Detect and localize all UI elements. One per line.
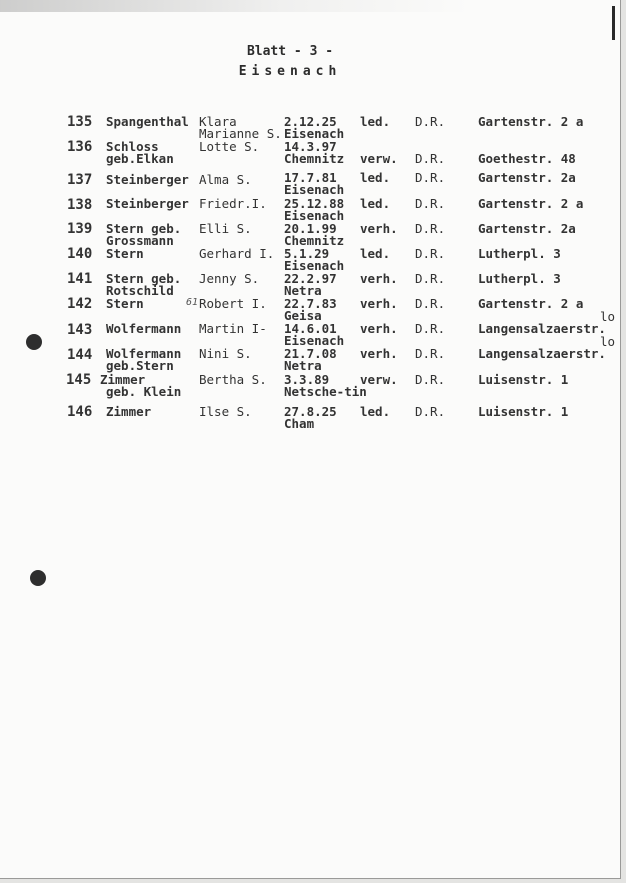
city-heading: Eisenach <box>238 64 342 79</box>
birth-place: Cham <box>284 416 315 431</box>
entry-number: 135 <box>67 114 93 130</box>
surname: Schloss <box>106 139 159 154</box>
first-name: Bertha S. <box>199 372 267 387</box>
first-name: Martin I- <box>199 321 267 336</box>
surname: Steinberger <box>106 172 189 187</box>
first-name: Marianne S. <box>199 126 282 141</box>
birth-place: Eisenach <box>284 333 345 348</box>
entry-number: 146 <box>67 404 93 420</box>
surname: Stern geb. <box>106 221 182 236</box>
address: Goethestr. 48 <box>478 151 576 166</box>
first-name: Alma S. <box>199 172 252 187</box>
surname: Spangenthal <box>106 114 189 129</box>
maiden-name: geb.Stern <box>106 358 174 373</box>
handwritten-annotation: 61 <box>186 297 199 308</box>
scan-smudge <box>0 0 470 12</box>
birth-date: 27.8.25 <box>284 404 337 419</box>
address-extra: lo <box>600 309 616 324</box>
address: Gartenstr. 2 a <box>478 114 584 129</box>
surname: Stern <box>106 296 144 311</box>
punch-hole <box>30 570 46 586</box>
address: Gartenstr. 2 a <box>478 196 584 211</box>
punch-hole <box>26 334 42 350</box>
family-status: led. <box>360 170 391 185</box>
birth-date: 20.1.99 <box>284 221 337 236</box>
birth-date: 22.2.97 <box>284 271 337 286</box>
address: Gartenstr. 2 a <box>478 296 584 311</box>
family-status: verh. <box>360 221 398 236</box>
address: Luisenstr. 1 <box>478 404 569 419</box>
birth-date: 5.1.29 <box>284 246 330 261</box>
birth-date: 22.7.83 <box>284 296 337 311</box>
citizenship: D.R. <box>415 346 446 361</box>
birth-date: 2.12.25 <box>284 114 337 129</box>
entry-number: 137 <box>67 172 93 188</box>
birth-place: Eisenach <box>284 208 345 223</box>
citizenship: D.R. <box>415 221 446 236</box>
birth-date: 17.7.81 <box>284 170 337 185</box>
first-name: Klara <box>199 114 237 129</box>
entry-number: 144 <box>67 347 93 363</box>
entry-number: 138 <box>67 197 93 213</box>
entry-number: 143 <box>67 322 93 338</box>
entry-number: 141 <box>67 271 93 287</box>
birth-place: Eisenach <box>284 126 345 141</box>
address-extra: lo <box>600 334 616 349</box>
birth-place: Chemnitz <box>284 233 345 248</box>
birth-place: Eisenach <box>284 258 345 273</box>
family-status: verh. <box>360 346 398 361</box>
first-name: Friedr.I. <box>199 196 267 211</box>
address: Gartenstr. 2a <box>478 170 576 185</box>
maiden-name: geb. Klein <box>106 384 182 399</box>
citizenship: D.R. <box>415 296 446 311</box>
family-status: verh. <box>360 321 398 336</box>
citizenship: D.R. <box>415 114 446 129</box>
citizenship: D.R. <box>415 372 446 387</box>
citizenship: D.R. <box>415 246 446 261</box>
first-name: Robert I. <box>199 296 267 311</box>
address: Langensalzaerstr. <box>478 346 606 361</box>
birth-date: 14.6.01 <box>284 321 337 336</box>
address: Langensalzaerstr. <box>478 321 606 336</box>
citizenship: D.R. <box>415 151 446 166</box>
maiden-name: Rotschild <box>106 283 174 298</box>
citizenship: D.R. <box>415 271 446 286</box>
entry-number: 140 <box>67 246 93 262</box>
birth-place: Geisa <box>284 308 322 323</box>
birth-date: 21.7.08 <box>284 346 337 361</box>
first-name: Nini S. <box>199 346 252 361</box>
family-status: led. <box>360 196 391 211</box>
family-status: led. <box>360 246 391 261</box>
first-name: Jenny S. <box>199 271 260 286</box>
first-name: Ilse S. <box>199 404 252 419</box>
birth-place: Eisenach <box>284 182 345 197</box>
entry-number: 139 <box>67 221 93 237</box>
family-status: led. <box>360 114 391 129</box>
family-status: verh. <box>360 296 398 311</box>
birth-place: Netra <box>284 283 322 298</box>
address: Lutherpl. 3 <box>478 271 561 286</box>
surname: Zimmer <box>100 372 146 387</box>
birth-date: 3.3.89 <box>284 372 330 387</box>
surname: Steinberger <box>106 196 189 211</box>
surname: Wolfermann <box>106 346 182 361</box>
birth-place: Netra <box>284 358 322 373</box>
maiden-name: Grossmann <box>106 233 174 248</box>
maiden-name: geb.Elkan <box>106 151 174 166</box>
first-name: Lotte S. <box>199 139 260 154</box>
birth-place: Netsche-tin <box>284 384 367 399</box>
birth-date: 25.12.88 <box>284 196 345 211</box>
birth-date: 14.3.97 <box>284 139 337 154</box>
surname: Zimmer <box>106 404 152 419</box>
citizenship: D.R. <box>415 404 446 419</box>
first-name: Gerhard I. <box>199 246 275 261</box>
entry-number: 145 <box>66 372 92 388</box>
sheet-number: Blatt - 3 - <box>246 44 334 59</box>
family-status: verh. <box>360 271 398 286</box>
citizenship: D.R. <box>415 196 446 211</box>
citizenship: D.R. <box>415 321 446 336</box>
surname: Wolfermann <box>106 321 182 336</box>
first-name: Elli S. <box>199 221 252 236</box>
family-status: verw. <box>360 372 398 387</box>
surname: Stern geb. <box>106 271 182 286</box>
family-status: verw. <box>360 151 398 166</box>
address: Luisenstr. 1 <box>478 372 569 387</box>
family-status: led. <box>360 404 391 419</box>
surname: Stern <box>106 246 144 261</box>
address: Gartenstr. 2a <box>478 221 576 236</box>
edge-mark <box>612 6 615 40</box>
address: Lutherpl. 3 <box>478 246 561 261</box>
entry-number: 142 <box>67 296 93 312</box>
birth-place: Chemnitz <box>284 151 345 166</box>
citizenship: D.R. <box>415 170 446 185</box>
entry-number: 136 <box>67 139 93 155</box>
